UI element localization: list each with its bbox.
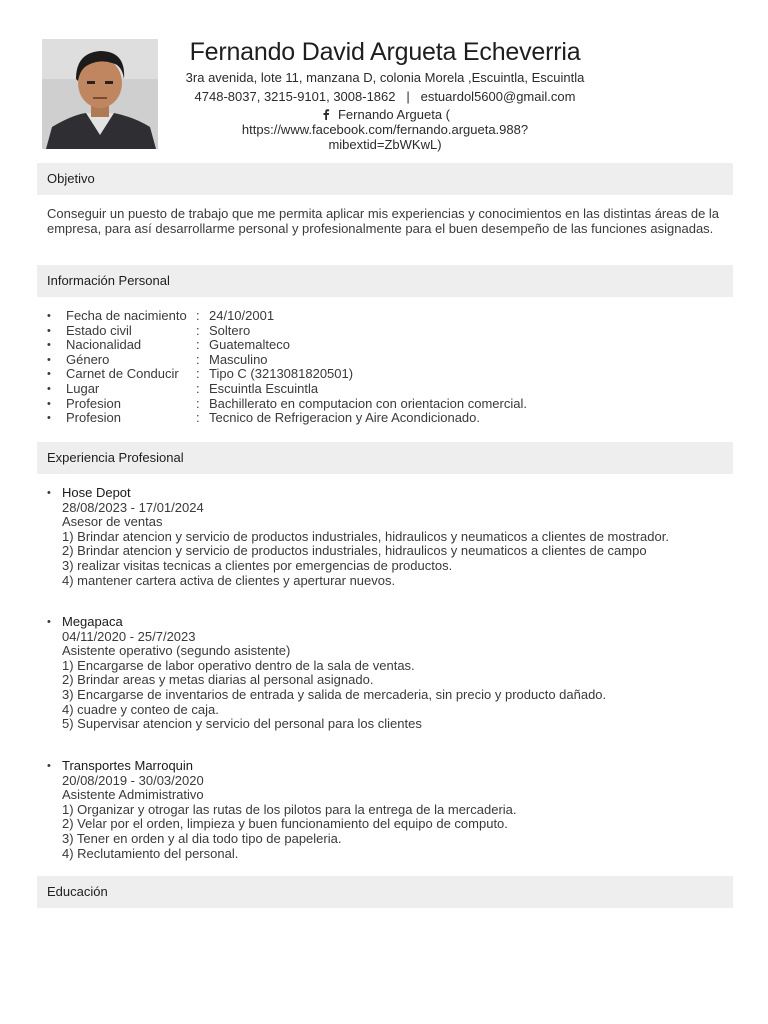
job-duty: 2) Velar por el orden, limpieza y buen funcionamiento del equipo de computo. xyxy=(62,816,508,832)
job-dates: 28/08/2023 - 17/01/2024 xyxy=(62,499,204,515)
address: 3ra avenida, lote 11, manzana D, colonia Morela ,Escuintla, Escuintla xyxy=(185,70,585,85)
job-duty: 3) realizar visitas tecnicas a clientes por emergencias de productos. xyxy=(62,557,453,573)
company-name: Hose Depot xyxy=(62,485,131,500)
company-name: Megapaca xyxy=(62,614,123,629)
objective-text: Conseguir un puesto de trabajo que me permita aplicar mis experiencias y conocimientos en las distintas áreas de la empresa, para así desarrollarme personal y profesionalmente para el buen desempeño de las funciones asignadas. xyxy=(47,206,720,236)
experience-entry: • Hose Depot 28/08/2023 - 17/01/2024 Asesor de ventas 1) Brindar atencion y servicio de productos industriales, hidraulicos y neumaticos a clientes de mostrador. 2) Brindar atencion y servicio de productos industriales, hidraulicos y neumaticos a clientes de campo 3) realizar visitas tecnicas a clientes por emergencias de productos. 4) mantener cartera activa de clientes y aperturar nuevos. xyxy=(47,486,737,588)
section-experience-header xyxy=(37,442,733,474)
job-duty: 4) cuadre y conteo de caja. xyxy=(62,701,219,717)
job-duty: 4) Reclutamiento del personal. xyxy=(62,845,239,861)
facebook-url[interactable]: https://www.facebook.com/fernando.argueta.988? xyxy=(241,122,529,137)
job-duty: 1) Organizar y otrogar las rutas de los pilotos para la entrega de la mercaderia. xyxy=(62,801,517,817)
list-item: • Género : Masculino xyxy=(47,353,527,368)
job-duty: 2) Brindar atencion y servicio de productos industriales, hidraulicos y neumaticos a clientes de campo xyxy=(62,543,647,559)
company-name: Transportes Marroquin xyxy=(62,758,194,773)
list-item: • Nacionalidad : Guatemalteco xyxy=(47,338,527,353)
job-duty: 4) mantener cartera activa de clientes y aperturar nuevos. xyxy=(62,572,396,588)
list-item: • Profesion : Tecnico de Refrigeracion y Aire Acondicionado. xyxy=(47,411,527,426)
separator: | xyxy=(406,89,410,104)
email-link[interactable]: estuardol5600@gmail.com xyxy=(420,89,576,104)
job-duty: 1) Encargarse de labor operativo dentro de la sala de ventas. xyxy=(62,657,415,673)
experience-entry: • Transportes Marroquin 20/08/2019 - 30/03/2020 Asistente Admimistrativo 1) Organizar y otrogar las rutas de los pilotos para la entrega de la mercaderia. 2) Velar por el orden, limpieza y buen funcionamiento del equipo de computo. 3) Tener en orden y al dia todo tipo de papeleria. 4) Reclutamiento del personal. xyxy=(47,759,737,861)
facebook-name: Fernando Argueta ( xyxy=(337,107,451,122)
job-role: Asesor de ventas xyxy=(62,514,163,530)
list-item: • Carnet de Conducir : Tipo C (3213081820501) xyxy=(47,367,527,382)
job-role: Asistente Admimistrativo xyxy=(62,787,204,803)
list-item: • Fecha de nacimiento : 24/10/2001 xyxy=(47,309,527,324)
job-duty: 3) Tener en orden y al dia todo tipo de papeleria. xyxy=(62,830,342,846)
list-item: • Estado civil : Soltero xyxy=(47,324,527,339)
candidate-name: Fernando David Argueta Echeverria xyxy=(189,38,581,66)
job-dates: 20/08/2019 - 30/03/2020 xyxy=(62,772,204,788)
facebook-contact xyxy=(170,107,600,152)
section-education-header xyxy=(37,876,733,908)
section-personal-header xyxy=(37,265,733,297)
job-duty: 5) Supervisar atencion y servicio del personal para los clientes xyxy=(62,716,422,732)
job-dates: 04/11/2020 - 25/7/2023 xyxy=(62,628,196,644)
section-title: Objetivo xyxy=(47,171,95,186)
job-role: Asistente operativo (segundo asistente) xyxy=(62,643,291,659)
section-objective-header xyxy=(37,163,733,195)
phone-numbers: 4748-8037, 3215-9101, 3008-1862 xyxy=(194,89,396,104)
experience-entry: • Megapaca 04/11/2020 - 25/7/2023 Asistente operativo (segundo asistente) 1) Encargarse de labor operativo dentro de la sala de ventas. 2) Brindar areas y metas diarias al personal asignado. 3) Encargarse de inventarios de entrada y salida de mercaderia, sin precio y producto dañado. 4) cuadre y conteo de caja. 5) Supervisar atencion y servicio del personal para los clientes xyxy=(47,615,737,732)
section-title: Educación xyxy=(47,884,108,899)
personal-info-list xyxy=(47,309,527,426)
job-duty: 3) Encargarse de inventarios de entrada y salida de mercaderia, sin precio y producto dañado. xyxy=(62,686,607,702)
section-title: Experiencia Profesional xyxy=(47,450,184,465)
job-duty: 1) Brindar atencion y servicio de productos industriales, hidraulicos y neumaticos a clientes de mostrador. xyxy=(62,528,669,544)
section-title: Información Personal xyxy=(47,273,170,288)
list-item: • Lugar : Escuintla Escuintla xyxy=(47,382,527,397)
facebook-icon xyxy=(320,108,332,120)
job-duty: 2) Brindar areas y metas diarias al personal asignado. xyxy=(62,672,374,688)
profile-photo xyxy=(42,39,158,149)
phone-email-line xyxy=(170,89,600,104)
list-item: • Profesion : Bachillerato en computacion con orientacion comercial. xyxy=(47,397,527,412)
facebook-url-end[interactable]: mibextid=ZbWKwL) xyxy=(328,137,442,152)
